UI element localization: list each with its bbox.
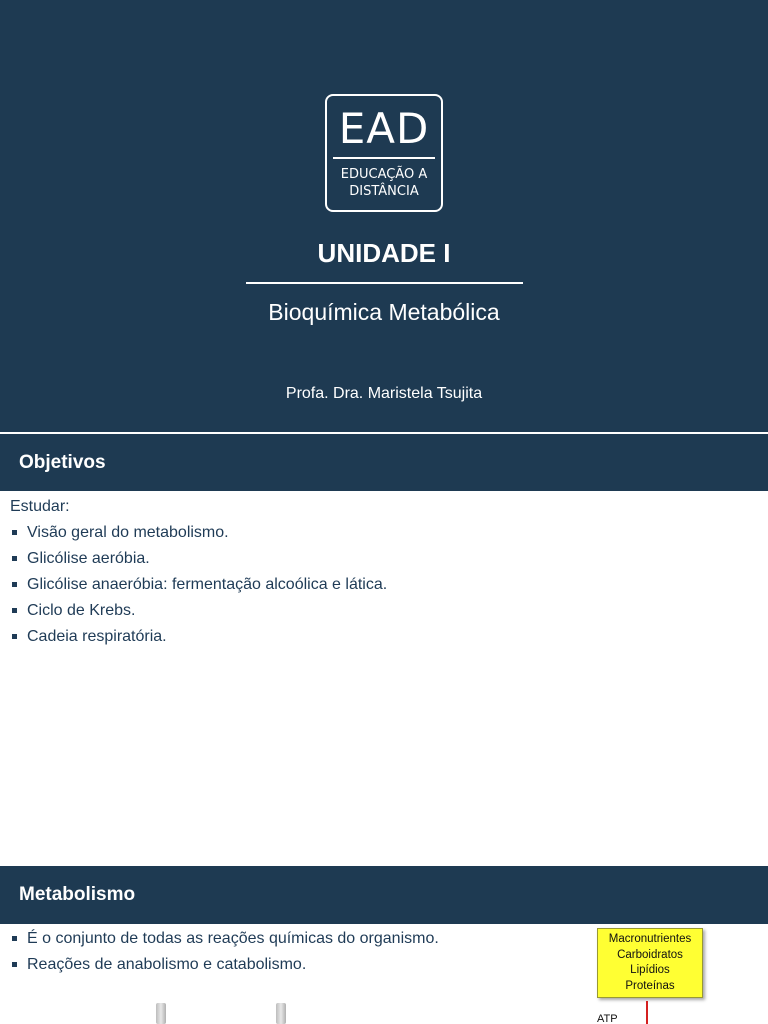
objectives-list [10,520,750,650]
objectives-title: Objetivos [19,452,106,473]
metabolism-list [10,926,570,978]
objectives-body [10,494,750,650]
list-item: Ciclo de Krebs. [10,598,750,624]
cover-subtitle: Bioquímica Metabólica [268,299,500,325]
logo-subtext-line-1: EDUCAÇÃO A [340,167,428,182]
box-line: Lipídios [630,964,670,976]
logo-subtext [327,166,441,200]
atp-label: ATP [597,1013,618,1024]
cover-divider [246,282,523,284]
test-tube-image [156,1003,166,1024]
metabolism-title: Metabolismo [19,884,136,905]
list-item: É o conjunto de todas as reações químicas do organismo. [10,926,570,952]
metabolism-body [10,926,570,978]
list-item: Cadeia respiratória. [10,624,750,650]
list-item: Visão geral do metabolismo. [10,520,750,546]
box-line: Macronutrientes [608,933,692,945]
ead-logo [325,94,443,212]
test-tube-image [276,1003,286,1024]
list-item: Glicólise anaeróbia: fermentação alcoólica e lática. [10,572,750,598]
box-line: Proteínas [625,979,675,992]
cover-author: Profa. Dra. Maristela Tsujita [285,385,483,402]
objectives-intro: Estudar: [10,498,70,515]
cover-slide [0,0,768,432]
logo-divider [333,157,435,159]
logo-subtext-line-2: DISTÂNCIA [349,184,419,199]
objectives-header [0,434,768,491]
cover-title: UNIDADE I [317,238,451,268]
box-line: Carboidratos [617,948,683,961]
metabolism-header [0,866,768,924]
red-arrow [646,1001,648,1024]
logo-main-text: EAD [338,104,430,153]
list-item: Reações de anabolismo e catabolismo. [10,952,570,978]
macronutrients-box [597,928,703,998]
list-item: Glicólise aeróbia. [10,546,750,572]
